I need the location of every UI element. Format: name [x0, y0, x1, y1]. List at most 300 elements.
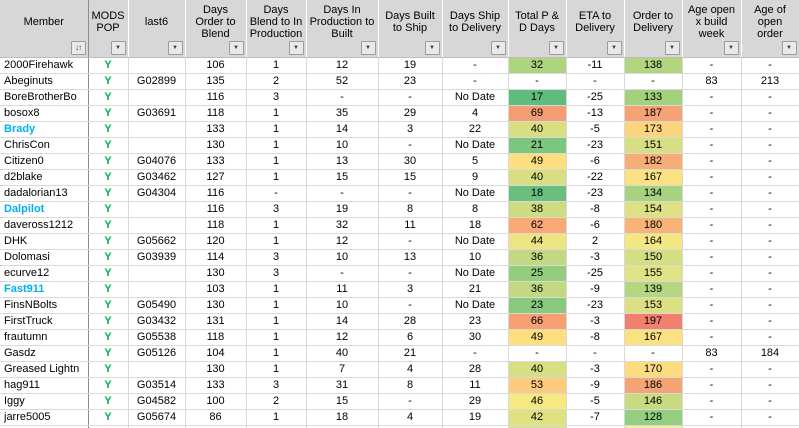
cell-order_to_blend[interactable]: 130 [185, 361, 246, 377]
cell-built_to_ship[interactable]: - [378, 297, 442, 313]
cell-eta_to_delivery[interactable]: -8 [566, 329, 624, 345]
cell-last6[interactable] [128, 201, 185, 217]
cell-order_to_delivery[interactable]: 197 [624, 313, 682, 329]
cell-last6[interactable] [128, 137, 185, 153]
cell-total_pd_days[interactable]: 53 [508, 377, 566, 393]
cell-age_open_build_week[interactable]: - [682, 121, 741, 137]
cell-blend_to_in_production[interactable]: 1 [246, 105, 306, 121]
cell-eta_to_delivery[interactable]: -22 [566, 169, 624, 185]
column-header-member[interactable] [0, 0, 88, 57]
cell-order_to_blend[interactable]: 120 [185, 233, 246, 249]
cell-last6[interactable] [128, 281, 185, 297]
cell-member[interactable]: Dolomasi [0, 249, 88, 265]
cell-member[interactable]: Gasdz [0, 345, 88, 361]
cell-age_open_order[interactable]: - [741, 217, 799, 233]
cell-eta_to_delivery[interactable]: -6 [566, 217, 624, 233]
cell-built_to_ship[interactable]: - [378, 233, 442, 249]
cell-ship_to_delivery[interactable]: 10 [442, 249, 508, 265]
cell-age_open_order[interactable]: - [741, 313, 799, 329]
cell-blend_to_in_production[interactable]: 1 [246, 121, 306, 137]
cell-blend_to_in_production[interactable]: 3 [246, 377, 306, 393]
column-header-built_to_ship[interactable] [378, 0, 442, 57]
cell-total_pd_days[interactable]: - [508, 73, 566, 89]
cell-order_to_blend[interactable]: 118 [185, 105, 246, 121]
cell-last6[interactable]: G03432 [128, 313, 185, 329]
filter-dropdown-icon[interactable]: ▼ [782, 41, 797, 55]
cell-age_open_order[interactable]: - [741, 249, 799, 265]
cell-blend_to_in_production[interactable]: 1 [246, 233, 306, 249]
cell-total_pd_days[interactable]: 44 [508, 233, 566, 249]
cell-order_to_blend[interactable]: 116 [185, 89, 246, 105]
cell-ship_to_delivery[interactable]: No Date [442, 297, 508, 313]
cell-built_to_ship[interactable]: 30 [378, 153, 442, 169]
cell-age_open_build_week[interactable]: - [682, 409, 741, 425]
cell-total_pd_days[interactable]: 25 [508, 265, 566, 281]
cell-ship_to_delivery[interactable]: 5 [442, 153, 508, 169]
cell-last6[interactable]: G05662 [128, 233, 185, 249]
cell-age_open_build_week[interactable]: - [682, 281, 741, 297]
cell-in_production_to_built[interactable]: 7 [306, 361, 378, 377]
cell-blend_to_in_production[interactable]: 2 [246, 73, 306, 89]
cell-order_to_blend[interactable]: 133 [185, 121, 246, 137]
cell-eta_to_delivery[interactable]: -25 [566, 89, 624, 105]
column-header-ship_to_delivery[interactable] [442, 0, 508, 57]
cell-age_open_order[interactable]: - [741, 233, 799, 249]
cell-age_open_order[interactable]: - [741, 89, 799, 105]
cell-ship_to_delivery[interactable]: - [442, 345, 508, 361]
cell-blend_to_in_production[interactable]: 1 [246, 409, 306, 425]
cell-built_to_ship[interactable]: 4 [378, 409, 442, 425]
cell-age_open_build_week[interactable]: - [682, 297, 741, 313]
cell-built_to_ship[interactable]: 8 [378, 377, 442, 393]
filter-dropdown-icon[interactable]: ▼ [425, 41, 440, 55]
cell-in_production_to_built[interactable]: - [306, 265, 378, 281]
cell-total_pd_days[interactable]: 40 [508, 169, 566, 185]
cell-last6[interactable]: G04076 [128, 153, 185, 169]
cell-in_production_to_built[interactable]: 31 [306, 377, 378, 393]
cell-last6[interactable] [128, 361, 185, 377]
cell-total_pd_days[interactable]: 49 [508, 329, 566, 345]
cell-mods_pop[interactable]: Y [88, 185, 128, 201]
cell-age_open_order[interactable]: - [741, 329, 799, 345]
cell-order_to_blend[interactable]: 106 [185, 57, 246, 73]
cell-total_pd_days[interactable]: - [508, 345, 566, 361]
filter-dropdown-icon[interactable]: ▼ [111, 41, 126, 55]
column-header-total_pd_days[interactable] [508, 0, 566, 57]
cell-age_open_order[interactable]: - [741, 57, 799, 73]
cell-member[interactable]: dadalorian13 [0, 185, 88, 201]
cell-age_open_build_week[interactable]: - [682, 265, 741, 281]
cell-eta_to_delivery[interactable]: -3 [566, 361, 624, 377]
sort-filter-icon[interactable]: ↓↑ [71, 41, 86, 55]
cell-age_open_order[interactable]: - [741, 409, 799, 425]
cell-age_open_build_week[interactable]: - [682, 185, 741, 201]
cell-blend_to_in_production[interactable]: 1 [246, 329, 306, 345]
cell-order_to_blend[interactable]: 130 [185, 137, 246, 153]
column-header-last6[interactable] [128, 0, 185, 57]
cell-order_to_delivery[interactable]: 180 [624, 217, 682, 233]
cell-eta_to_delivery[interactable]: -13 [566, 105, 624, 121]
cell-eta_to_delivery[interactable]: -9 [566, 281, 624, 297]
cell-in_production_to_built[interactable]: 40 [306, 345, 378, 361]
cell-blend_to_in_production[interactable]: 1 [246, 137, 306, 153]
cell-order_to_blend[interactable]: 130 [185, 265, 246, 281]
cell-in_production_to_built[interactable]: 15 [306, 393, 378, 409]
cell-ship_to_delivery[interactable]: 19 [442, 409, 508, 425]
cell-ship_to_delivery[interactable]: No Date [442, 185, 508, 201]
cell-order_to_blend[interactable]: 116 [185, 201, 246, 217]
cell-order_to_delivery[interactable]: 173 [624, 121, 682, 137]
cell-mods_pop[interactable]: Y [88, 57, 128, 73]
cell-mods_pop[interactable]: Y [88, 297, 128, 313]
cell-member[interactable]: Abeginuts [0, 73, 88, 89]
cell-ship_to_delivery[interactable]: 11 [442, 377, 508, 393]
cell-in_production_to_built[interactable]: 14 [306, 313, 378, 329]
cell-total_pd_days[interactable]: 38 [508, 201, 566, 217]
cell-order_to_blend[interactable]: 116 [185, 185, 246, 201]
cell-in_production_to_built[interactable]: 13 [306, 153, 378, 169]
cell-age_open_build_week[interactable]: - [682, 313, 741, 329]
cell-member[interactable]: daveross1212 [0, 217, 88, 233]
cell-member[interactable]: d2blake [0, 169, 88, 185]
cell-blend_to_in_production[interactable]: 1 [246, 313, 306, 329]
cell-member[interactable]: hag911 [0, 377, 88, 393]
cell-in_production_to_built[interactable]: 14 [306, 121, 378, 137]
cell-order_to_delivery[interactable]: - [624, 73, 682, 89]
cell-eta_to_delivery[interactable]: -9 [566, 377, 624, 393]
cell-last6[interactable]: G03691 [128, 105, 185, 121]
cell-age_open_build_week[interactable]: - [682, 393, 741, 409]
cell-order_to_delivery[interactable]: 154 [624, 201, 682, 217]
cell-in_production_to_built[interactable]: 12 [306, 329, 378, 345]
cell-member[interactable]: BoreBrotherBo [0, 89, 88, 105]
cell-age_open_build_week[interactable]: - [682, 105, 741, 121]
cell-built_to_ship[interactable]: 15 [378, 169, 442, 185]
cell-age_open_build_week[interactable]: - [682, 249, 741, 265]
cell-member[interactable]: FirstTruck [0, 313, 88, 329]
cell-age_open_build_week[interactable]: - [682, 233, 741, 249]
cell-order_to_delivery[interactable]: 133 [624, 89, 682, 105]
cell-order_to_blend[interactable]: 103 [185, 281, 246, 297]
column-header-eta_to_delivery[interactable] [566, 0, 624, 57]
cell-mods_pop[interactable]: Y [88, 233, 128, 249]
cell-order_to_delivery[interactable]: 167 [624, 169, 682, 185]
cell-in_production_to_built[interactable]: 18 [306, 409, 378, 425]
cell-age_open_build_week[interactable]: - [682, 137, 741, 153]
cell-ship_to_delivery[interactable]: No Date [442, 265, 508, 281]
cell-built_to_ship[interactable]: 13 [378, 249, 442, 265]
cell-eta_to_delivery[interactable]: -5 [566, 121, 624, 137]
cell-ship_to_delivery[interactable]: - [442, 57, 508, 73]
cell-age_open_build_week[interactable]: - [682, 329, 741, 345]
cell-order_to_delivery[interactable]: 138 [624, 57, 682, 73]
cell-member[interactable]: frautumn [0, 329, 88, 345]
cell-order_to_blend[interactable]: 114 [185, 249, 246, 265]
cell-blend_to_in_production[interactable]: 3 [246, 265, 306, 281]
cell-ship_to_delivery[interactable]: 21 [442, 281, 508, 297]
cell-eta_to_delivery[interactable]: -3 [566, 313, 624, 329]
cell-built_to_ship[interactable]: 29 [378, 105, 442, 121]
cell-order_to_blend[interactable]: 118 [185, 217, 246, 233]
cell-ship_to_delivery[interactable]: 8 [442, 201, 508, 217]
cell-age_open_order[interactable]: - [741, 201, 799, 217]
cell-ship_to_delivery[interactable]: 30 [442, 329, 508, 345]
cell-last6[interactable] [128, 89, 185, 105]
column-header-blend_to_in_production[interactable] [246, 0, 306, 57]
cell-in_production_to_built[interactable]: 10 [306, 297, 378, 313]
cell-built_to_ship[interactable]: - [378, 185, 442, 201]
cell-eta_to_delivery[interactable]: -25 [566, 265, 624, 281]
cell-last6[interactable]: G05674 [128, 409, 185, 425]
cell-ship_to_delivery[interactable]: 23 [442, 313, 508, 329]
cell-in_production_to_built[interactable]: - [306, 89, 378, 105]
cell-last6[interactable]: G03462 [128, 169, 185, 185]
cell-built_to_ship[interactable]: - [378, 393, 442, 409]
cell-eta_to_delivery[interactable]: -7 [566, 409, 624, 425]
cell-in_production_to_built[interactable]: 12 [306, 57, 378, 73]
cell-age_open_order[interactable]: - [741, 169, 799, 185]
cell-order_to_blend[interactable]: 127 [185, 169, 246, 185]
cell-age_open_order[interactable]: - [741, 281, 799, 297]
cell-member[interactable]: ChrisCon [0, 137, 88, 153]
cell-order_to_blend[interactable]: 104 [185, 345, 246, 361]
column-header-order_to_delivery[interactable] [624, 0, 682, 57]
cell-age_open_order[interactable]: - [741, 121, 799, 137]
cell-order_to_delivery[interactable]: 151 [624, 137, 682, 153]
cell-age_open_order[interactable]: 184 [741, 345, 799, 361]
cell-age_open_build_week[interactable]: - [682, 201, 741, 217]
cell-last6[interactable]: G02899 [128, 73, 185, 89]
cell-blend_to_in_production[interactable]: 3 [246, 201, 306, 217]
cell-ship_to_delivery[interactable]: No Date [442, 89, 508, 105]
cell-blend_to_in_production[interactable]: 1 [246, 361, 306, 377]
filter-dropdown-icon[interactable]: ▼ [168, 41, 183, 55]
cell-member[interactable]: Brady [0, 121, 88, 137]
cell-mods_pop[interactable]: Y [88, 89, 128, 105]
cell-age_open_build_week[interactable]: - [682, 169, 741, 185]
cell-in_production_to_built[interactable]: 12 [306, 233, 378, 249]
cell-ship_to_delivery[interactable]: 29 [442, 393, 508, 409]
cell-in_production_to_built[interactable]: - [306, 185, 378, 201]
cell-last6[interactable]: G04304 [128, 185, 185, 201]
cell-age_open_order[interactable]: - [741, 297, 799, 313]
cell-eta_to_delivery[interactable]: -5 [566, 393, 624, 409]
cell-total_pd_days[interactable]: 62 [508, 217, 566, 233]
column-header-mods_pop[interactable] [88, 0, 128, 57]
cell-blend_to_in_production[interactable]: 2 [246, 393, 306, 409]
cell-blend_to_in_production[interactable]: 3 [246, 89, 306, 105]
cell-age_open_order[interactable]: - [741, 393, 799, 409]
cell-in_production_to_built[interactable]: 19 [306, 201, 378, 217]
cell-last6[interactable]: G05126 [128, 345, 185, 361]
cell-in_production_to_built[interactable]: 11 [306, 281, 378, 297]
cell-ship_to_delivery[interactable]: 18 [442, 217, 508, 233]
cell-last6[interactable]: G05490 [128, 297, 185, 313]
cell-built_to_ship[interactable]: 28 [378, 313, 442, 329]
cell-age_open_build_week[interactable]: - [682, 89, 741, 105]
cell-total_pd_days[interactable]: 49 [508, 153, 566, 169]
cell-order_to_delivery[interactable]: 187 [624, 105, 682, 121]
cell-last6[interactable] [128, 57, 185, 73]
cell-eta_to_delivery[interactable]: -23 [566, 137, 624, 153]
cell-blend_to_in_production[interactable]: - [246, 185, 306, 201]
cell-total_pd_days[interactable]: 17 [508, 89, 566, 105]
cell-blend_to_in_production[interactable]: 1 [246, 169, 306, 185]
cell-ship_to_delivery[interactable]: No Date [442, 233, 508, 249]
cell-age_open_build_week[interactable]: - [682, 153, 741, 169]
cell-built_to_ship[interactable]: 11 [378, 217, 442, 233]
cell-eta_to_delivery[interactable]: -23 [566, 297, 624, 313]
cell-age_open_order[interactable]: - [741, 377, 799, 393]
cell-ship_to_delivery[interactable]: 4 [442, 105, 508, 121]
cell-order_to_delivery[interactable]: 182 [624, 153, 682, 169]
cell-eta_to_delivery[interactable]: -6 [566, 153, 624, 169]
filter-dropdown-icon[interactable]: ▼ [289, 41, 304, 55]
cell-order_to_delivery[interactable]: 170 [624, 361, 682, 377]
cell-order_to_blend[interactable]: 118 [185, 329, 246, 345]
cell-member[interactable]: FinsNBolts [0, 297, 88, 313]
cell-member[interactable]: Iggy [0, 393, 88, 409]
cell-age_open_build_week[interactable]: 83 [682, 345, 741, 361]
cell-member[interactable]: Citizen0 [0, 153, 88, 169]
cell-mods_pop[interactable]: Y [88, 217, 128, 233]
filter-dropdown-icon[interactable]: ▼ [361, 41, 376, 55]
cell-blend_to_in_production[interactable]: 1 [246, 217, 306, 233]
cell-eta_to_delivery[interactable]: 2 [566, 233, 624, 249]
cell-total_pd_days[interactable]: 42 [508, 409, 566, 425]
cell-age_open_build_week[interactable]: 83 [682, 73, 741, 89]
cell-mods_pop[interactable]: Y [88, 121, 128, 137]
cell-order_to_delivery[interactable]: 167 [624, 329, 682, 345]
cell-built_to_ship[interactable]: 8 [378, 201, 442, 217]
cell-total_pd_days[interactable]: 46 [508, 393, 566, 409]
cell-total_pd_days[interactable]: 66 [508, 313, 566, 329]
cell-built_to_ship[interactable]: 6 [378, 329, 442, 345]
cell-total_pd_days[interactable]: 36 [508, 249, 566, 265]
cell-mods_pop[interactable]: Y [88, 409, 128, 425]
cell-total_pd_days[interactable]: 21 [508, 137, 566, 153]
cell-total_pd_days[interactable]: 32 [508, 57, 566, 73]
cell-order_to_delivery[interactable]: 186 [624, 377, 682, 393]
cell-order_to_delivery[interactable]: 146 [624, 393, 682, 409]
cell-in_production_to_built[interactable]: 10 [306, 249, 378, 265]
cell-eta_to_delivery[interactable]: -11 [566, 57, 624, 73]
cell-mods_pop[interactable]: Y [88, 105, 128, 121]
cell-order_to_delivery[interactable]: 153 [624, 297, 682, 313]
cell-total_pd_days[interactable]: 69 [508, 105, 566, 121]
cell-in_production_to_built[interactable]: 52 [306, 73, 378, 89]
cell-member[interactable]: ecurve12 [0, 265, 88, 281]
cell-ship_to_delivery[interactable]: - [442, 73, 508, 89]
cell-blend_to_in_production[interactable]: 1 [246, 345, 306, 361]
filter-dropdown-icon[interactable]: ▼ [229, 41, 244, 55]
cell-age_open_build_week[interactable]: - [682, 361, 741, 377]
cell-last6[interactable]: G03514 [128, 377, 185, 393]
cell-order_to_delivery[interactable]: 128 [624, 409, 682, 425]
cell-order_to_delivery[interactable]: 150 [624, 249, 682, 265]
cell-total_pd_days[interactable]: 40 [508, 121, 566, 137]
cell-mods_pop[interactable]: Y [88, 329, 128, 345]
cell-ship_to_delivery[interactable]: No Date [442, 137, 508, 153]
cell-mods_pop[interactable]: Y [88, 169, 128, 185]
cell-age_open_order[interactable]: - [741, 361, 799, 377]
cell-blend_to_in_production[interactable]: 1 [246, 153, 306, 169]
cell-total_pd_days[interactable]: 36 [508, 281, 566, 297]
cell-order_to_delivery[interactable]: 155 [624, 265, 682, 281]
cell-order_to_blend[interactable]: 135 [185, 73, 246, 89]
cell-built_to_ship[interactable]: 3 [378, 281, 442, 297]
cell-total_pd_days[interactable]: 18 [508, 185, 566, 201]
cell-last6[interactable]: G03939 [128, 249, 185, 265]
cell-eta_to_delivery[interactable]: - [566, 345, 624, 361]
cell-in_production_to_built[interactable]: 15 [306, 169, 378, 185]
filter-dropdown-icon[interactable]: ▼ [607, 41, 622, 55]
cell-mods_pop[interactable]: Y [88, 393, 128, 409]
cell-member[interactable]: bosox8 [0, 105, 88, 121]
column-header-age_open_order[interactable] [741, 0, 799, 57]
cell-age_open_build_week[interactable]: - [682, 377, 741, 393]
cell-mods_pop[interactable]: Y [88, 201, 128, 217]
cell-mods_pop[interactable]: Y [88, 73, 128, 89]
cell-last6[interactable] [128, 121, 185, 137]
filter-dropdown-icon[interactable]: ▼ [724, 41, 739, 55]
column-header-in_production_to_built[interactable] [306, 0, 378, 57]
cell-eta_to_delivery[interactable]: -23 [566, 185, 624, 201]
cell-eta_to_delivery[interactable]: -8 [566, 201, 624, 217]
cell-blend_to_in_production[interactable]: 1 [246, 57, 306, 73]
cell-built_to_ship[interactable]: 23 [378, 73, 442, 89]
cell-age_open_order[interactable]: - [741, 105, 799, 121]
cell-last6[interactable] [128, 265, 185, 281]
cell-order_to_blend[interactable]: 131 [185, 313, 246, 329]
cell-age_open_order[interactable]: 213 [741, 73, 799, 89]
cell-member[interactable]: Dalpilot [0, 201, 88, 217]
cell-order_to_blend[interactable]: 130 [185, 297, 246, 313]
cell-eta_to_delivery[interactable]: -3 [566, 249, 624, 265]
cell-mods_pop[interactable]: Y [88, 313, 128, 329]
cell-member[interactable]: DHK [0, 233, 88, 249]
cell-order_to_blend[interactable]: 133 [185, 377, 246, 393]
cell-order_to_blend[interactable]: 100 [185, 393, 246, 409]
cell-age_open_order[interactable]: - [741, 265, 799, 281]
cell-mods_pop[interactable]: Y [88, 281, 128, 297]
cell-age_open_order[interactable]: - [741, 137, 799, 153]
cell-order_to_delivery[interactable]: 134 [624, 185, 682, 201]
cell-member[interactable]: jarre5005 [0, 409, 88, 425]
cell-built_to_ship[interactable]: - [378, 137, 442, 153]
cell-last6[interactable]: G04582 [128, 393, 185, 409]
cell-eta_to_delivery[interactable]: - [566, 73, 624, 89]
column-header-order_to_blend[interactable] [185, 0, 246, 57]
cell-mods_pop[interactable]: Y [88, 377, 128, 393]
cell-mods_pop[interactable]: Y [88, 137, 128, 153]
cell-total_pd_days[interactable]: 23 [508, 297, 566, 313]
cell-in_production_to_built[interactable]: 35 [306, 105, 378, 121]
cell-built_to_ship[interactable]: 4 [378, 361, 442, 377]
cell-order_to_delivery[interactable]: - [624, 345, 682, 361]
cell-mods_pop[interactable]: Y [88, 361, 128, 377]
cell-member[interactable]: Fast911 [0, 281, 88, 297]
cell-blend_to_in_production[interactable]: 1 [246, 297, 306, 313]
cell-age_open_build_week[interactable]: - [682, 57, 741, 73]
cell-built_to_ship[interactable]: 3 [378, 121, 442, 137]
cell-age_open_order[interactable]: - [741, 153, 799, 169]
cell-ship_to_delivery[interactable]: 9 [442, 169, 508, 185]
cell-order_to_delivery[interactable]: 139 [624, 281, 682, 297]
filter-dropdown-icon[interactable]: ▼ [491, 41, 506, 55]
cell-member[interactable]: Greased Lightn [0, 361, 88, 377]
cell-blend_to_in_production[interactable]: 3 [246, 249, 306, 265]
